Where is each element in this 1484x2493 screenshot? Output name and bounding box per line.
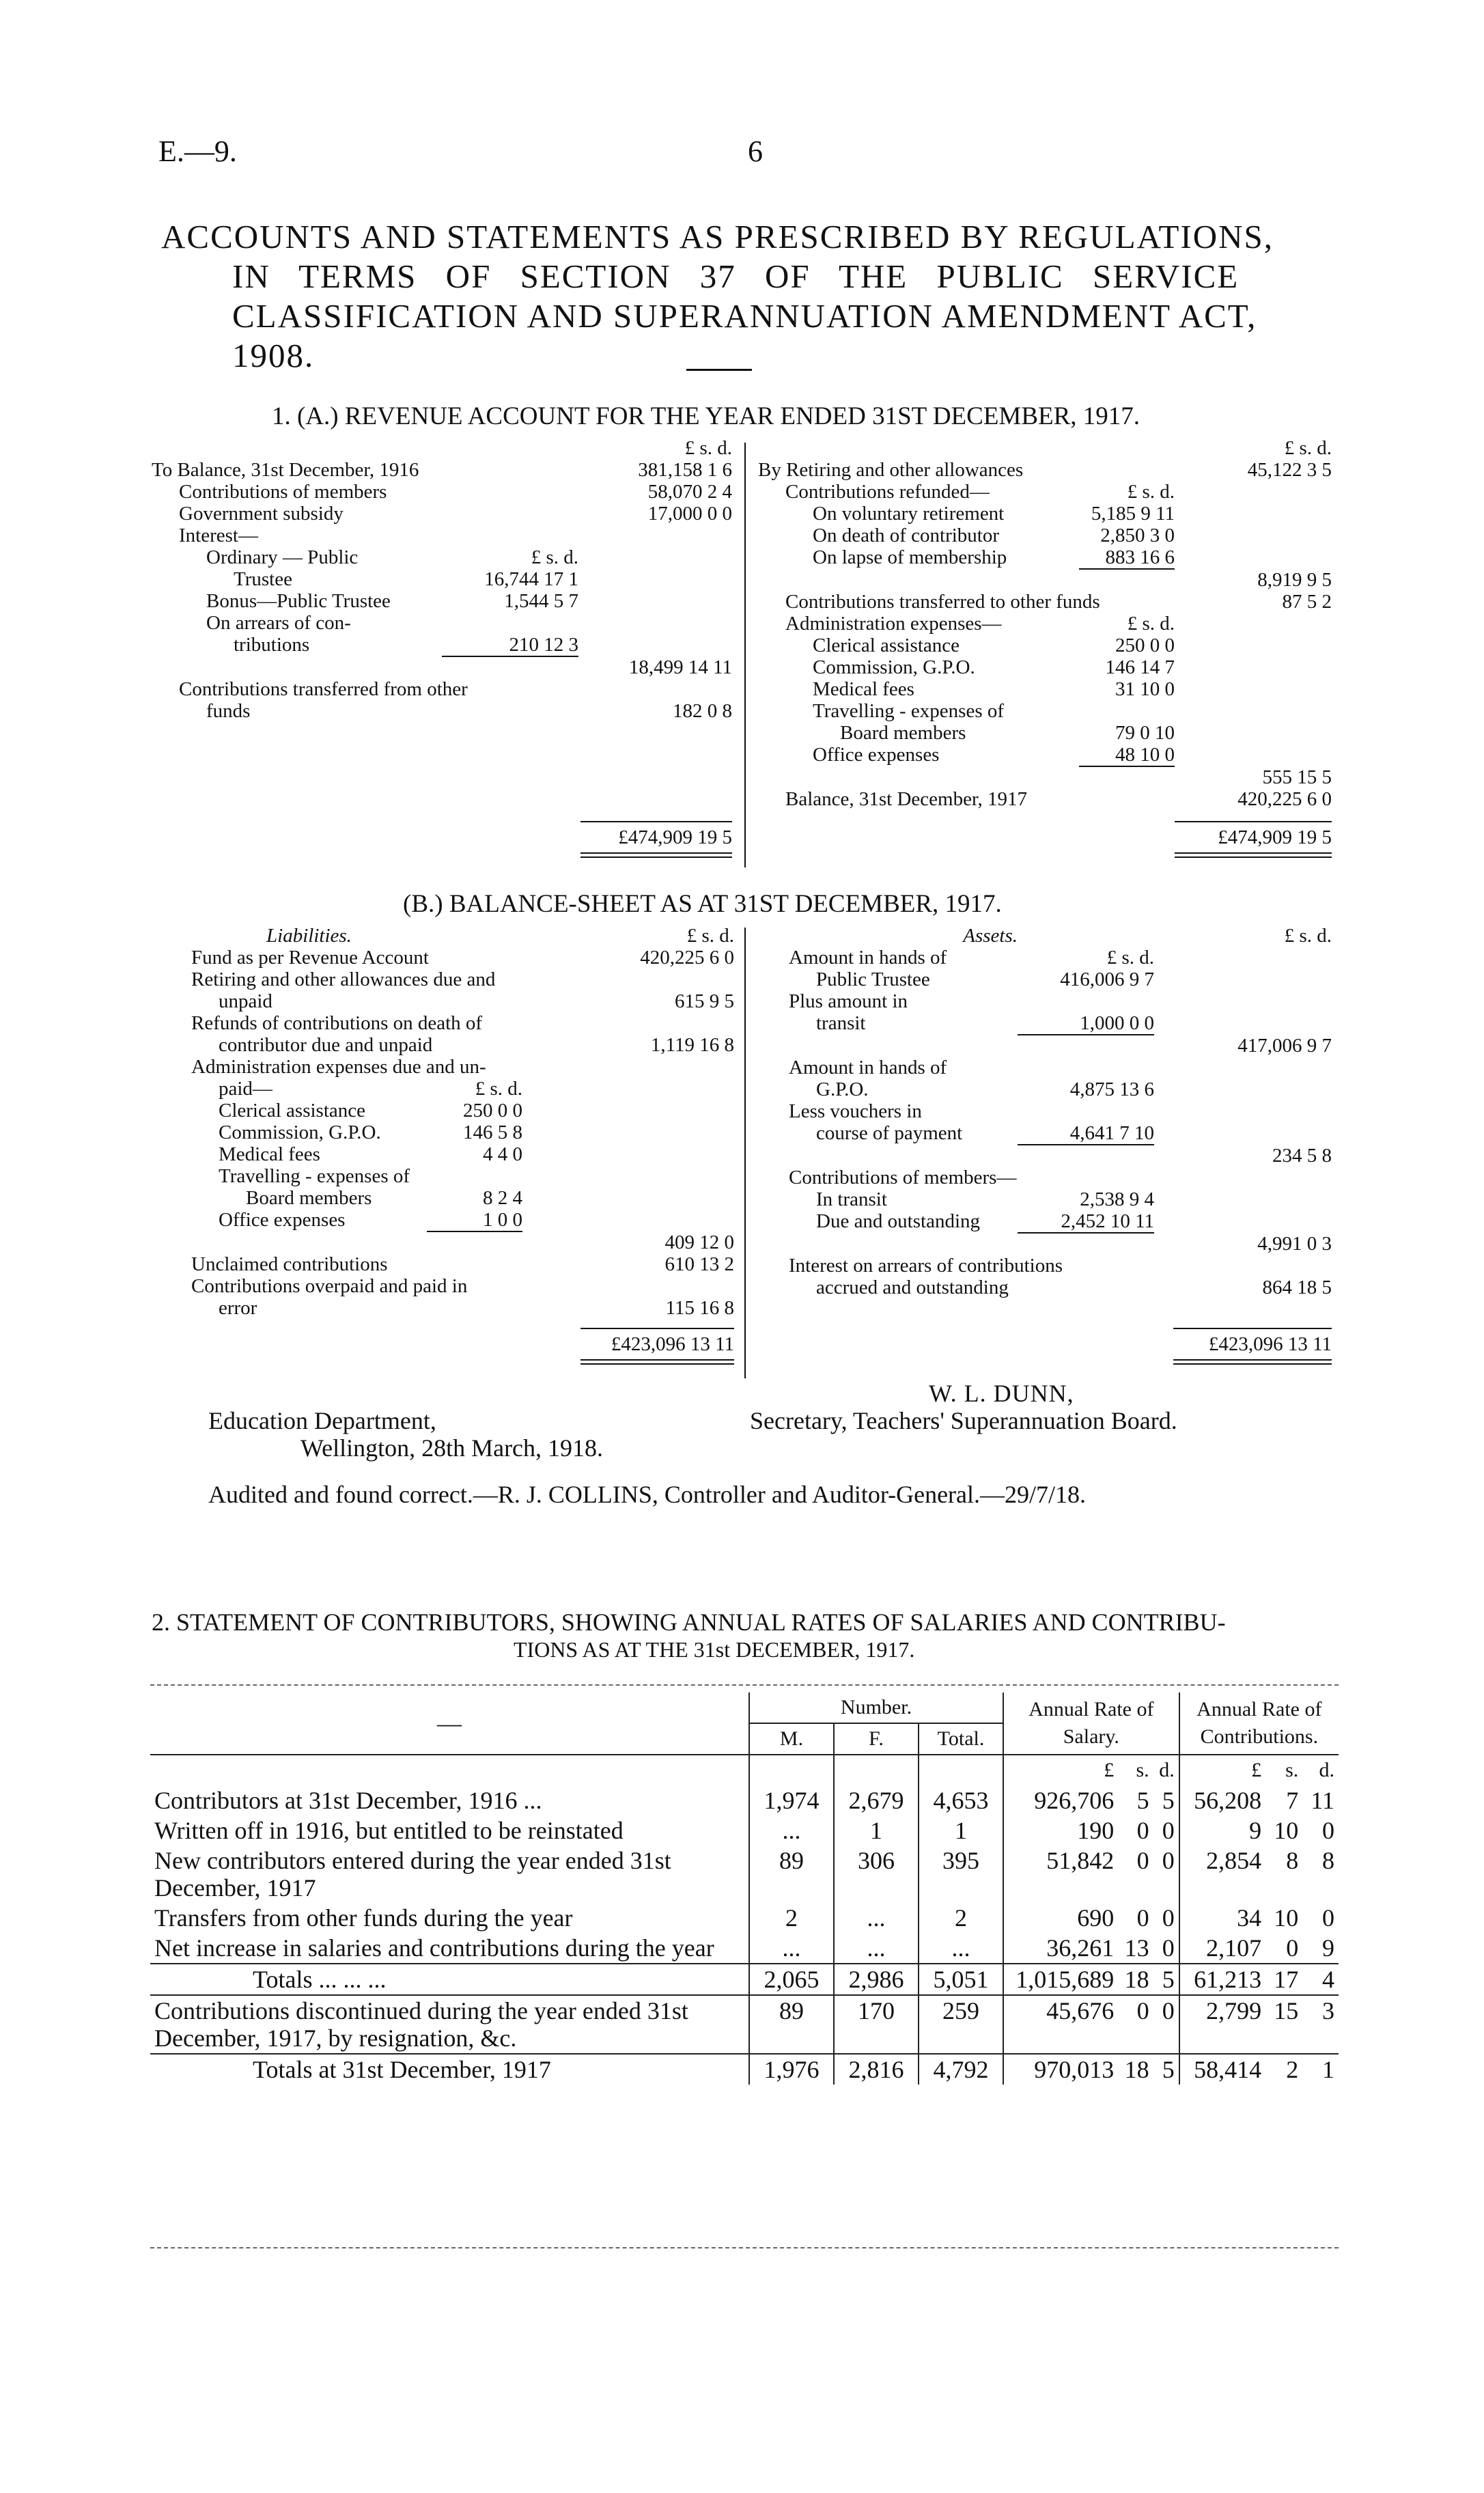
row-label: Net increase in salaries and contributions during the year xyxy=(154,1934,714,1962)
liabilities-overpaid-label-a: Contributions overpaid and paid in xyxy=(191,1275,468,1297)
revenue-right-transferred-value: 87 5 2 xyxy=(1282,591,1332,613)
revenue-clerical-label: Clerical assistance xyxy=(813,635,960,656)
balance-sheet-heading: (B.) BALANCE-SHEET AS AT 31ST DECEMBER, 1917. xyxy=(403,890,1002,918)
liabilities-travelling-value: 8 2 4 xyxy=(483,1187,522,1209)
table-row xyxy=(150,1815,1339,1846)
title-rule xyxy=(686,369,752,371)
row-contrib-pounds: 2,107 xyxy=(1179,1933,1265,1964)
liabilities-refunds-label-a: Refunds of contributions on death of xyxy=(191,1012,483,1034)
signatory-name: W. L. DUNN, xyxy=(929,1380,1074,1407)
liabilities-retiring-label-b: unpaid xyxy=(219,990,272,1012)
discontinued-salary-pounds: 45,676 xyxy=(1003,1995,1118,2054)
assets-heading: Assets. xyxy=(963,925,1018,947)
row-contrib-pounds: 56,208 xyxy=(1179,1785,1265,1815)
liabilities-admin-currency: £ s. d. xyxy=(475,1078,522,1100)
row-total: ... xyxy=(919,1933,1003,1964)
assets-vouchers-label-a: Less vouchers in xyxy=(789,1100,922,1122)
statement-con-s: s. xyxy=(1265,1755,1302,1785)
row-contrib-pence: 0 xyxy=(1322,1904,1334,1932)
totals-f: 2,986 xyxy=(834,1964,919,1995)
revenue-voluntary-label: On voluntary retirement xyxy=(813,503,1005,525)
row-salary-pounds: 690 xyxy=(1003,1903,1118,1933)
statement-top-dashed-rule xyxy=(150,1684,1339,1686)
revenue-divider xyxy=(744,443,746,867)
liabilities-double-rule-b xyxy=(580,1363,734,1365)
row-contrib-pounds: 34 xyxy=(1179,1903,1265,1933)
signatory-title: Secretary, Teachers' Superannuation Board. xyxy=(750,1407,1177,1434)
row-f: 2,679 xyxy=(834,1785,919,1815)
statement-con-pound: £ xyxy=(1179,1755,1265,1785)
revenue-heading: 1. (A.) REVENUE ACCOUNT FOR THE YEAR ENDED 31ST DECEMBER, 1917. xyxy=(272,402,1140,430)
revenue-lapse-value: 883 16 6 xyxy=(1079,546,1175,569)
revenue-credit-table xyxy=(758,437,1332,810)
contributors-table xyxy=(150,1693,1339,2085)
liabilities-unclaimed-value: 610 13 2 xyxy=(664,1253,734,1275)
assets-total: £423,096 13 11 xyxy=(1208,1333,1332,1355)
revenue-retiring-value: 45,122 3 5 xyxy=(1247,459,1332,481)
revenue-balance-label: To Balance, 31st December, 1916 xyxy=(152,459,419,481)
liabilities-fund-label: Fund as per Revenue Account xyxy=(191,947,429,969)
discontinued-m: 89 xyxy=(749,1995,834,2054)
liabilities-admin-total: 409 12 0 xyxy=(664,1231,734,1253)
revenue-subsidy-label: Government subsidy xyxy=(179,503,344,525)
row-total: 4,653 xyxy=(919,1785,1003,1815)
revenue-medical-value: 31 10 0 xyxy=(1115,678,1175,700)
revenue-travelling-label-a: Travelling - expenses of xyxy=(813,700,1005,722)
revenue-debit-table xyxy=(152,437,732,722)
liabilities-table xyxy=(191,925,734,1319)
discontinued-salary-shillings: 0 xyxy=(1118,1995,1153,2054)
revenue-admin-total: 555 15 5 xyxy=(1262,766,1332,788)
revenue-right-transferred-label: Contributions transferred to other funds xyxy=(785,591,1100,613)
revenue-sub-currency: £ s. d. xyxy=(531,546,578,568)
final-totals-row xyxy=(150,2054,1339,2085)
revenue-travelling-label-b: Board members xyxy=(840,722,966,744)
row-label: Written off in 1916, but entitled to be reinstated xyxy=(154,1817,624,1844)
row-contrib-pence: 9 xyxy=(1322,1934,1334,1962)
revenue-bonus-value: 1,544 5 7 xyxy=(504,590,578,612)
revenue-travelling-value: 79 0 10 xyxy=(1115,722,1175,744)
revenue-refunded-total: 8,919 9 5 xyxy=(1257,569,1332,591)
liabilities-total: £423,096 13 11 xyxy=(611,1333,734,1355)
totals-salary-shillings: 18 xyxy=(1118,1964,1153,1995)
statement-col-number: Number. xyxy=(749,1693,1003,1723)
revenue-left-double-rule-b xyxy=(580,856,732,858)
department: Education Department, xyxy=(208,1407,436,1434)
row-salary-pence: 0 xyxy=(1162,1817,1175,1844)
audit-note: Audited and found correct.—R. J. COLLINS, Controller and Auditor-General.—29/7/18. xyxy=(208,1481,1087,1508)
assets-trustee-total: 417,006 9 7 xyxy=(1237,1035,1332,1057)
liabilities-medical-value: 4 4 0 xyxy=(483,1143,522,1165)
row-f: ... xyxy=(834,1903,919,1933)
statement-heading-line-1: 2. STATEMENT OF CONTRIBUTORS, SHOWING ANNUAL RATES OF SALARIES AND CONTRIBU- xyxy=(152,1608,1226,1636)
row-salary-pence: 0 xyxy=(1162,1847,1175,1874)
assets-gpo-label-a: Amount in hands of xyxy=(789,1057,947,1078)
revenue-members-label: Contributions of members xyxy=(179,481,387,503)
row-contrib-shillings: 8 xyxy=(1286,1847,1299,1874)
row-contrib-pence: 0 xyxy=(1322,1817,1334,1844)
revenue-interest-total: 18,499 14 11 xyxy=(628,656,732,678)
revenue-balance-value: 381,158 1 6 xyxy=(638,459,732,481)
revenue-arrears-label-b: tributions xyxy=(234,634,310,656)
revenue-admin-currency: £ s. d. xyxy=(1127,613,1175,635)
revenue-clerical-value: 250 0 0 xyxy=(1115,635,1175,656)
final-m: 1,976 xyxy=(749,2054,834,2085)
assets-currency: £ s. d. xyxy=(1284,925,1332,947)
discontinued-salary-pence: 0 xyxy=(1153,1995,1179,2054)
discontinued-total: 259 xyxy=(919,1995,1003,2054)
row-salary-pounds: 36,261 xyxy=(1003,1933,1118,1964)
title-line-2: IN TERMS OF SECTION 37 OF THE PUBLIC SERVICE xyxy=(232,257,1240,295)
assets-due-label: Due and outstanding xyxy=(816,1210,981,1232)
assets-transit-value: 2,538 9 4 xyxy=(1080,1188,1154,1210)
discontinued-f: 170 xyxy=(834,1995,919,2054)
assets-vouchers-value: 4,641 7 10 xyxy=(1018,1122,1154,1145)
final-salary-pence: 5 xyxy=(1153,2054,1179,2085)
title-line-4: 1908. xyxy=(232,337,315,374)
row-m: 1,974 xyxy=(749,1785,834,1815)
assets-double-rule-a xyxy=(1173,1359,1332,1361)
assets-vouchers-label-b: course of payment xyxy=(816,1122,963,1144)
discontinued-contrib-pounds: 2,799 xyxy=(1179,1995,1265,2054)
row-f: 1 xyxy=(834,1815,919,1846)
liabilities-commission-label: Commission, G.P.O. xyxy=(219,1122,381,1143)
assets-gpo-total: 234 5 8 xyxy=(1272,1145,1332,1167)
statement-col-f: F. xyxy=(834,1723,919,1755)
liabilities-currency: £ s. d. xyxy=(686,925,734,947)
revenue-commission-value: 146 14 7 xyxy=(1105,656,1175,678)
revenue-death-value: 2,850 3 0 xyxy=(1100,525,1175,546)
row-salary-pounds: 190 xyxy=(1003,1815,1118,1846)
assets-members-label: Contributions of members— xyxy=(789,1167,1017,1188)
totals-contrib-pence: 4 xyxy=(1302,1964,1339,1995)
discontinued-contrib-shillings: 15 xyxy=(1265,1995,1302,2054)
place-date: Wellington, 28th March, 1918. xyxy=(300,1434,604,1462)
liabilities-clerical-value: 250 0 0 xyxy=(463,1100,522,1122)
row-salary-pence: 0 xyxy=(1162,1934,1175,1962)
row-salary-shillings: 0 xyxy=(1136,1904,1149,1932)
liabilities-office-label: Office expenses xyxy=(219,1209,346,1231)
row-salary-pence: 5 xyxy=(1162,1787,1175,1814)
revenue-medical-label: Medical fees xyxy=(813,678,914,700)
table-row xyxy=(150,1903,1339,1933)
final-salary-shillings: 18 xyxy=(1118,2054,1153,2085)
assets-plus-label-a: Plus amount in xyxy=(789,990,908,1012)
assets-plus-value: 1,000 0 0 xyxy=(1018,1012,1154,1035)
final-contrib-shillings: 2 xyxy=(1265,2054,1302,2085)
statement-sal-pound: £ xyxy=(1003,1755,1118,1785)
revenue-office-value: 48 10 0 xyxy=(1079,744,1175,766)
liabilities-admin-label-a: Administration expenses due and un- xyxy=(191,1056,486,1078)
liabilities-travelling-label-a: Travelling - expenses of xyxy=(219,1165,410,1187)
row-label: Contributors at 31st December, 1916 ... xyxy=(154,1787,542,1814)
revenue-public-label-b: Trustee xyxy=(234,568,292,590)
revenue-left-total: £474,909 19 5 xyxy=(618,826,732,848)
row-salary-pounds: 926,706 xyxy=(1003,1785,1118,1815)
totals-contrib-pounds: 61,213 xyxy=(1179,1964,1265,1995)
liabilities-refunds-label-b: contributor due and unpaid xyxy=(219,1034,433,1056)
row-total: 1 xyxy=(919,1815,1003,1846)
liabilities-refunds-value: 1,119 16 8 xyxy=(650,1034,734,1056)
liabilities-commission-value: 146 5 8 xyxy=(463,1122,522,1143)
liabilities-fund-value: 420,225 6 0 xyxy=(640,947,734,969)
row-f: ... xyxy=(834,1933,919,1964)
statement-col-salary: Annual Rate of Salary. xyxy=(1003,1693,1179,1755)
final-contrib-pence: 1 xyxy=(1302,2054,1339,2085)
revenue-subsidy-value: 17,000 0 0 xyxy=(647,503,732,525)
revenue-closing-balance-value: 420,225 6 0 xyxy=(1237,788,1332,810)
liabilities-travelling-label-b: Board members xyxy=(246,1187,372,1209)
totals-salary-pounds: 1,015,689 xyxy=(1003,1964,1118,1995)
statement-blank-header: — xyxy=(437,1710,462,1737)
statement-col-total: Total. xyxy=(919,1723,1003,1755)
assets-gpo-label-b: G.P.O. xyxy=(816,1078,869,1100)
revenue-closing-balance-label: Balance, 31st December, 1917 xyxy=(785,788,1027,810)
balance-sheet-divider xyxy=(744,928,746,1378)
revenue-interest-label: Interest— xyxy=(179,525,258,546)
row-m: 89 xyxy=(749,1846,834,1903)
liabilities-overpaid-value: 115 16 8 xyxy=(665,1297,734,1319)
totals-contrib-shillings: 17 xyxy=(1265,1964,1302,1995)
title-line-3: CLASSIFICATION AND SUPERANNUATION AMENDMENT ACT, xyxy=(232,297,1257,335)
revenue-right-total: £474,909 19 5 xyxy=(1218,826,1332,848)
revenue-left-double-rule-a xyxy=(580,852,732,854)
row-contrib-shillings: 10 xyxy=(1274,1817,1299,1844)
assets-hands-label-b: Public Trustee xyxy=(816,969,930,990)
revenue-right-double-rule-b xyxy=(1175,856,1332,858)
row-m: ... xyxy=(749,1815,834,1846)
revenue-right-total-rule xyxy=(1175,821,1332,822)
assets-members-total: 4,991 0 3 xyxy=(1257,1233,1332,1255)
statement-col-m: M. xyxy=(749,1723,834,1755)
revenue-right-currency: £ s. d. xyxy=(1284,437,1332,459)
assets-hands-label-a: Amount in hands of xyxy=(789,947,947,969)
assets-interest-value: 864 18 5 xyxy=(1262,1277,1332,1298)
row-total: 395 xyxy=(919,1846,1003,1903)
liabilities-medical-label: Medical fees xyxy=(219,1143,320,1165)
revenue-voluntary-value: 5,185 9 11 xyxy=(1091,503,1175,525)
revenue-public-label-a: Ordinary — Public xyxy=(206,546,359,568)
revenue-death-label: On death of contributor xyxy=(813,525,1000,546)
statement-con-d: d. xyxy=(1302,1755,1339,1785)
revenue-members-value: 58,070 2 4 xyxy=(647,481,732,503)
row-m: ... xyxy=(749,1933,834,1964)
assets-due-value: 2,452 10 11 xyxy=(1018,1210,1154,1233)
row-salary-pence: 0 xyxy=(1162,1904,1175,1932)
revenue-right-sub-currency: £ s. d. xyxy=(1127,481,1175,503)
final-contrib-pounds: 58,414 xyxy=(1179,2054,1265,2085)
totals-m: 2,065 xyxy=(749,1964,834,1995)
row-salary-shillings: 5 xyxy=(1136,1787,1149,1814)
row-contrib-shillings: 0 xyxy=(1286,1934,1299,1962)
row-label: New contributors entered during the year ended 31st December, 1917 xyxy=(154,1847,671,1902)
liabilities-retiring-value: 615 9 5 xyxy=(675,990,734,1012)
statement-bottom-dashed-rule xyxy=(150,2247,1339,2248)
row-contrib-pounds: 9 xyxy=(1179,1815,1265,1846)
liabilities-overpaid-label-b: error xyxy=(219,1297,257,1319)
assets-transit-label: In transit xyxy=(816,1188,887,1210)
assets-gpo-value: 4,875 13 6 xyxy=(1069,1078,1154,1100)
statement-sal-d: d. xyxy=(1153,1755,1179,1785)
totals-row xyxy=(150,1964,1339,1995)
liabilities-double-rule-a xyxy=(580,1359,734,1361)
liabilities-retiring-label-a: Retiring and other allowances due and xyxy=(191,969,496,990)
statement-heading-line-2: TIONS AS AT THE 31st DECEMBER, 1917. xyxy=(514,1637,915,1662)
row-contrib-shillings: 7 xyxy=(1286,1787,1299,1814)
assets-hands-value: 416,006 9 7 xyxy=(1060,969,1154,990)
assets-table xyxy=(789,925,1332,1298)
row-contrib-pence: 8 xyxy=(1322,1847,1334,1874)
discontinued-row xyxy=(150,1995,1339,2054)
revenue-refunded-label: Contributions refunded— xyxy=(785,481,990,503)
revenue-transferred-label-b: funds xyxy=(206,700,251,722)
assets-total-rule xyxy=(1173,1328,1332,1329)
revenue-office-label: Office expenses xyxy=(813,744,940,766)
revenue-lapse-label: On lapse of membership xyxy=(813,546,1007,568)
row-salary-pounds: 51,842 xyxy=(1003,1846,1118,1903)
final-salary-pounds: 970,013 xyxy=(1003,2054,1118,2085)
revenue-left-currency: £ s. d. xyxy=(684,437,732,459)
final-f: 2,816 xyxy=(834,2054,919,2085)
assets-double-rule-b xyxy=(1173,1363,1332,1365)
revenue-commission-label: Commission, G.P.O. xyxy=(813,656,975,678)
row-salary-shillings: 13 xyxy=(1124,1934,1149,1962)
row-contrib-pounds: 2,854 xyxy=(1179,1846,1265,1903)
revenue-transferred-label-a: Contributions transferred from other xyxy=(179,678,468,700)
assets-plus-label-b: transit xyxy=(816,1012,866,1034)
discontinued-contrib-pence: 3 xyxy=(1302,1995,1339,2054)
revenue-retiring-label: By Retiring and other allowances xyxy=(758,459,1024,481)
statement-col-contrib: Annual Rate of Contributions. xyxy=(1179,1693,1339,1755)
revenue-left-total-rule xyxy=(580,821,732,822)
liabilities-total-rule xyxy=(580,1328,734,1329)
revenue-admin-label: Administration expenses— xyxy=(785,613,1002,635)
table-row xyxy=(150,1933,1339,1964)
row-total: 2 xyxy=(919,1903,1003,1933)
page-reference: E.—9. xyxy=(158,135,237,168)
page-number: 6 xyxy=(748,135,763,168)
final-totals-label: Totals at 31st December, 1917 xyxy=(150,2054,749,2085)
revenue-arrears-value: 210 12 3 xyxy=(442,634,578,656)
liabilities-office-value: 1 0 0 xyxy=(427,1209,522,1231)
discontinued-label: Contributions discontinued during the year ended 31st December, 1917, by resignation, &c. xyxy=(150,1995,749,2054)
totals-label: Totals ... ... ... xyxy=(150,1964,749,1995)
row-m: 2 xyxy=(749,1903,834,1933)
row-salary-shillings: 0 xyxy=(1136,1817,1149,1844)
totals-total: 5,051 xyxy=(919,1964,1003,1995)
final-total: 4,792 xyxy=(919,2054,1003,2085)
statement-sal-s: s. xyxy=(1118,1755,1153,1785)
liabilities-unclaimed-label: Unclaimed contributions xyxy=(191,1253,388,1275)
liabilities-heading: Liabilities. xyxy=(266,925,352,947)
liabilities-clerical-label: Clerical assistance xyxy=(219,1100,365,1122)
revenue-right-double-rule-a xyxy=(1175,852,1332,854)
revenue-transferred-value: 182 0 8 xyxy=(673,700,732,722)
revenue-public-value: 16,744 17 1 xyxy=(484,568,578,590)
revenue-bonus-label: Bonus—Public Trustee xyxy=(206,590,391,612)
liabilities-admin-label-b: paid— xyxy=(219,1078,272,1100)
assets-interest-label-b: accrued and outstanding xyxy=(816,1277,1009,1298)
row-salary-shillings: 0 xyxy=(1136,1847,1149,1874)
table-row xyxy=(150,1785,1339,1815)
revenue-arrears-label-a: On arrears of con- xyxy=(206,612,351,634)
row-label: Transfers from other funds during the year xyxy=(154,1904,573,1932)
table-row xyxy=(150,1846,1339,1903)
assets-sub-currency: £ s. d. xyxy=(1106,947,1154,969)
title-line-1: ACCOUNTS AND STATEMENTS AS PRESCRIBED BY REGULATIONS, xyxy=(161,218,1274,255)
row-contrib-shillings: 10 xyxy=(1274,1904,1299,1932)
assets-interest-label-a: Interest on arrears of contributions xyxy=(789,1255,1063,1277)
totals-salary-pence: 5 xyxy=(1153,1964,1179,1995)
row-f: 306 xyxy=(834,1846,919,1903)
row-contrib-pence: 11 xyxy=(1311,1787,1334,1814)
